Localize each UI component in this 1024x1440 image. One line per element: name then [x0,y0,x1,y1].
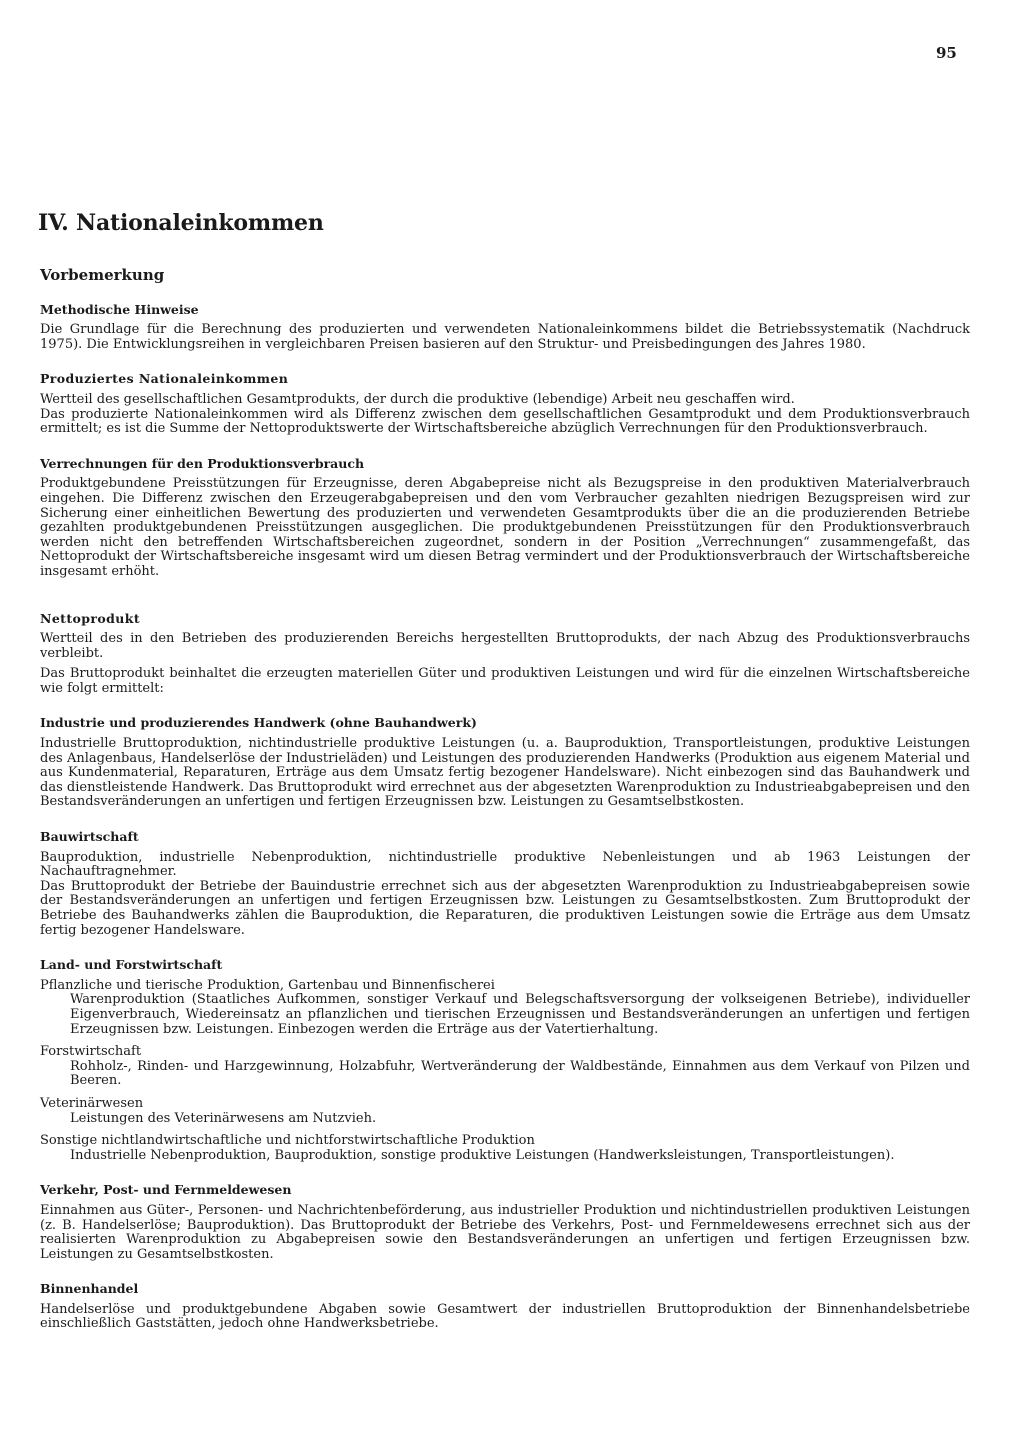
section-heading: Nettoprodukt [40,610,140,626]
section-industrie [40,716,970,810]
section-heading: Land- und Forstwirtschaft [40,957,223,973]
section-bauwirtschaft [40,830,970,938]
item-title: Veterinärwesen [40,1095,144,1111]
section-heading: Produziertes Nationaleinkommen [40,371,289,387]
section-land-forst [40,958,970,1163]
paragraph: Das Bruttoprodukt beinhaltet die erzeugten materiellen Güter und produktiven Leistungen und wird für die einzelnen Wirtschaftsbereiche wie folgt ermittelt: [40,666,970,696]
list-item [40,1134,970,1163]
section-produziertes [40,372,970,436]
item-title: Sonstige nichtlandwirtschaftliche und nichtforstwirtschaftliche Produktion [40,1133,535,1149]
paragraph: Das produzierte Nationaleinkommen wird als Differenz zwischen dem gesellschaftlichen Gesamtprodukt und dem Produktionsverbrauch ermittelt; es ist die Summe der Nettoproduktswerte der Wirtschaftsbereiche abzüglich Verrechnungen für den Produktionsverbrauch. [40,406,970,437]
page-number: 95 [936,44,957,62]
item-title: Forstwirtschaft [40,1044,142,1060]
chapter-title: IV. Nationaleinkommen [38,210,324,236]
paragraph: Industrielle Bruttoproduktion, nichtindustrielle produktive Leistungen (u. a. Bauproduktion, Transportleistungen, produktive Leistungen des Anlagenbaus, Handelserlöse der Industrieläden) und Leistungen des produzierenden Handwerks (Produktion aus eigenem Material und aus Kundenmaterial, Reparaturen, Erträge aus dem Umsatz fertig bezogener Handelsware). Nicht einbezogen sind das Bauhandwerk und das dienstleistende Handwerk. Das Bruttoprodukt wird errechnet aus der abgesetzten Warenproduktion zu Industrieabgabepreisen und den Bestandsveränderungen an unfertigen und fertigen Erzeugnissen bzw. Leistungen zu Gesamtselbstkosten. [40,736,970,810]
paragraph: Das Bruttoprodukt der Betriebe der Bauindustrie errechnet sich aus der abgesetzten Warenproduktion zu Industrieabgabepreisen sowie der Bestandsveränderungen an unfertigen und fertigen Erzeugnissen bzw. Leistungen zu Gesamtselbstkosten. Zum Bruttoprodukt der Betriebe des Bauhandwerks zählen die Bauproduktion, die Reparaturen, die produktiven Leistungen sowie die Erträge aus dem Umsatz fertig bezogener Handelsware. [40,878,970,938]
list-item [40,1045,970,1089]
section-heading: Industrie und produzierendes Handwerk (ohne Bauhandwerk) [40,715,477,731]
section-verrechnungen [40,457,970,580]
item-body: Warenproduktion (Staatliches Aufkommen, sonstiger Verkauf und Belegschaftsversorgung der volkseigenen Betriebe), individueller Eigenverbrauch, Wiedereinsatz an pflanzlichen und tierischen Erzeugnissen und Bestandsveränderungen an unfertigen und fertigen Erzeugnissen bzw. Leistungen. Einbezogen werden die Erträge aus der Vatertierhaltung. [70,992,970,1037]
section-binnenhandel [40,1282,970,1332]
paragraph: Produktgebundene Preisstützungen für Erzeugnisse, deren Abgabepreise nicht als Bezugspreise in den produktiven Materialverbrauch eingehen. Die Differenz zwischen den Erzeugerabgabepreisen und den vom Verbraucher gezahlten niedrigen Bezugspreisen wird zur Sicherung einer einheitlichen Bewertung des produzierten und verwendeten Gesamtprodukts über die an die produzierenden Betriebe gezahlten produktgebundenen Preisstützungen ausgeglichen. Die produktgebundenen Preisstützungen für den Produktionsverbrauch werden nicht den betreffenden Wirtschaftsbereichen zugeordnet, sondern in der Position „Verrechnungen“ zusammengefaßt, das Nettoprodukt der Wirtschaftsbereiche insgesamt wird um diesen Betrag vermindert und der Produktionsverbrauch der Wirtschaftsbereiche insgesamt erhöht. [40,476,970,579]
item-title: Pflanzliche und tierische Produktion, Gartenbau und Binnenfischerei [40,977,495,993]
item-body: Leistungen des Veterinärwesens am Nutzvieh. [70,1110,377,1126]
section-nettoprodukt [40,612,970,697]
paragraph: Bauproduktion, industrielle Nebenproduktion, nichtindustrielle produktive Nebenleistungen und ab 1963 Leistungen der Nachauftragnehmer. [40,849,970,880]
section-heading: Verkehr, Post- und Fernmeldewesen [40,1182,292,1198]
list-item [40,979,970,1037]
section-methodik [40,303,970,353]
item-body: Rohholz-, Rinden- und Harzgewinnung, Holzabfuhr, Wertveränderung der Waldbestände, Einnahmen aus dem Verkauf von Pilzen und Beeren. [70,1058,970,1089]
section-verkehr [40,1183,970,1262]
item-body: Industrielle Nebenproduktion, Bauproduktion, sonstige produktive Leistungen (Handwerksleistungen, Transportleistungen). [70,1147,895,1163]
paragraph: Wertteil des gesellschaftlichen Gesamtprodukts, der durch die produktive (lebendige) Arbeit neu geschaffen wird. [40,391,795,407]
section-heading: Binnenhandel [40,1281,139,1297]
section-heading: Methodische Hinweise [40,301,199,317]
section-heading: Bauwirtschaft [40,829,139,845]
list-item [40,1097,970,1126]
paragraph: Einnahmen aus Güter-, Personen- und Nachrichtenbeförderung, aus industrieller Produktion und nichtindustriellen produktiven Leistungen (z. B. Handelserlöse; Bauproduktion). Das Bruttoprodukt der Betriebe des Verkehrs, Post- und Fernmeldewesens errechnet sich aus der realisierten Warenproduktion zu Abgabepreisen sowie den Bestandsveränderungen an unfertigen und fertigen Erzeugnissen bzw. Leistungen zu Gesamtselbstkosten. [40,1202,970,1262]
subtitle: Vorbemerkung [40,266,165,284]
paragraph: Wertteil des in den Betrieben des produzierenden Bereichs hergestellten Bruttoprodukts, der nach Abzug des Produktionsverbrauchs verbleibt. [40,631,970,661]
paragraph: Handelserlöse und produktgebundene Abgaben sowie Gesamtwert der industriellen Bruttoproduktion der Binnenhandelsbetriebe einschließlich Gaststätten, jedoch ohne Handwerksbetriebe. [40,1301,970,1332]
section-heading: Verrechnungen für den Produktionsverbrauch [40,455,365,471]
paragraph: Die Grundlage für die Berechnung des produzierten und verwendeten Nationaleinkommens bildet die Betriebssystematik (Nachdruck 1975). Die Entwicklungsreihen in vergleichbaren Preisen basieren auf den Struktur- und Preisbedingungen des Jahres 1980. [40,322,970,352]
page-content [40,268,970,1352]
